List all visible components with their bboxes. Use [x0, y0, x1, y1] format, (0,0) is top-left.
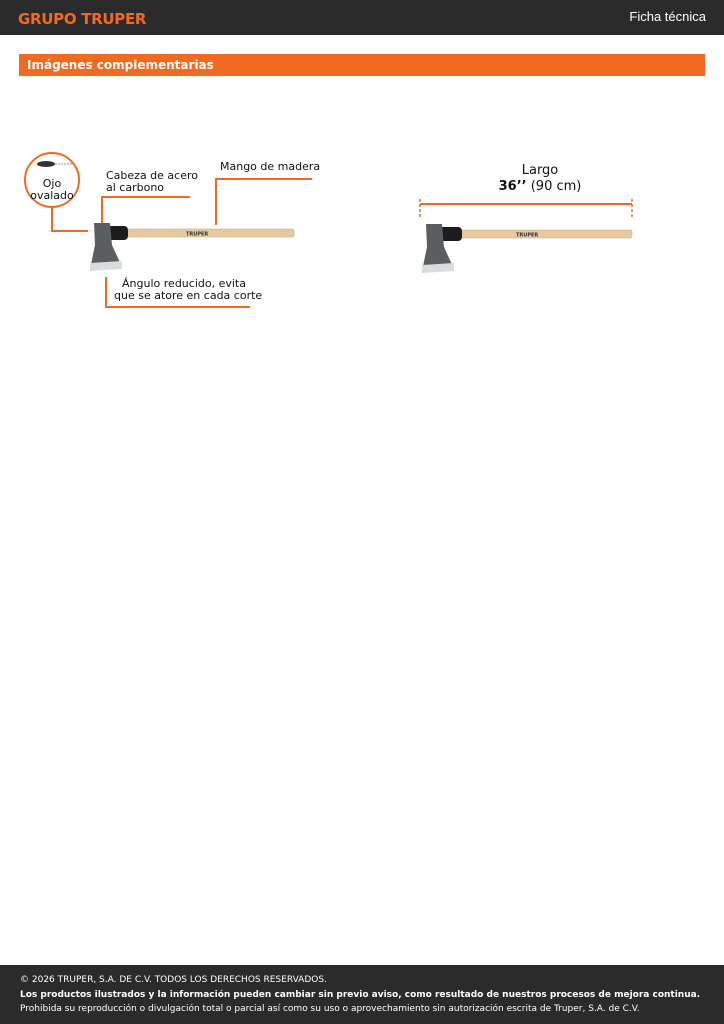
angle-label-line1: Ángulo reducido, evita [122, 277, 246, 290]
reproduction-notice: Prohibida su reproducción o divulgación total o parcial así como su uso o aprovechamiento sin autorización escrita de Truper, S.A. de C.V. [20, 1004, 640, 1014]
axe-features-figure [18, 145, 338, 320]
handle-leader-line [216, 179, 312, 225]
document-type-label: Ficha técnica [629, 9, 706, 24]
eye-leader-line [52, 207, 88, 231]
head-label-line1: Cabeza de acero [106, 169, 198, 182]
length-cm: (90 cm) [530, 179, 582, 194]
footer [0, 965, 724, 1024]
brand-logo: GRUPO TRUPER [18, 10, 147, 28]
head-label-line2: al carbono [106, 181, 165, 194]
head-leader-line [102, 197, 190, 223]
section-title: Imágenes complementarias [27, 58, 214, 72]
header-bar [0, 0, 724, 35]
handle-brand-mark: TRUPER [516, 232, 539, 239]
axe-length-figure [410, 155, 650, 285]
handle-label: Mango de madera [220, 160, 321, 173]
section-header [19, 54, 705, 76]
wood-handle [450, 230, 632, 238]
oval-eye-label: Ojo ovalado [30, 177, 74, 202]
length-inches: 36’’ [498, 179, 527, 194]
copyright-notice: © 2026 TRUPER, S.A. DE C.V. TODOS LOS DERECHOS RESERVADOS. [20, 975, 327, 985]
length-value [480, 179, 600, 194]
handle-brand-mark: TRUPER [186, 231, 209, 238]
angle-label-line2: que se atore en cada corte [114, 289, 263, 302]
change-notice: Los productos ilustrados y la información pueden cambiar sin previo aviso, como resultado de nuestros procesos de mejora continua. [20, 990, 701, 1000]
oval-eye-icon [37, 161, 55, 167]
length-title: Largo [521, 163, 559, 178]
